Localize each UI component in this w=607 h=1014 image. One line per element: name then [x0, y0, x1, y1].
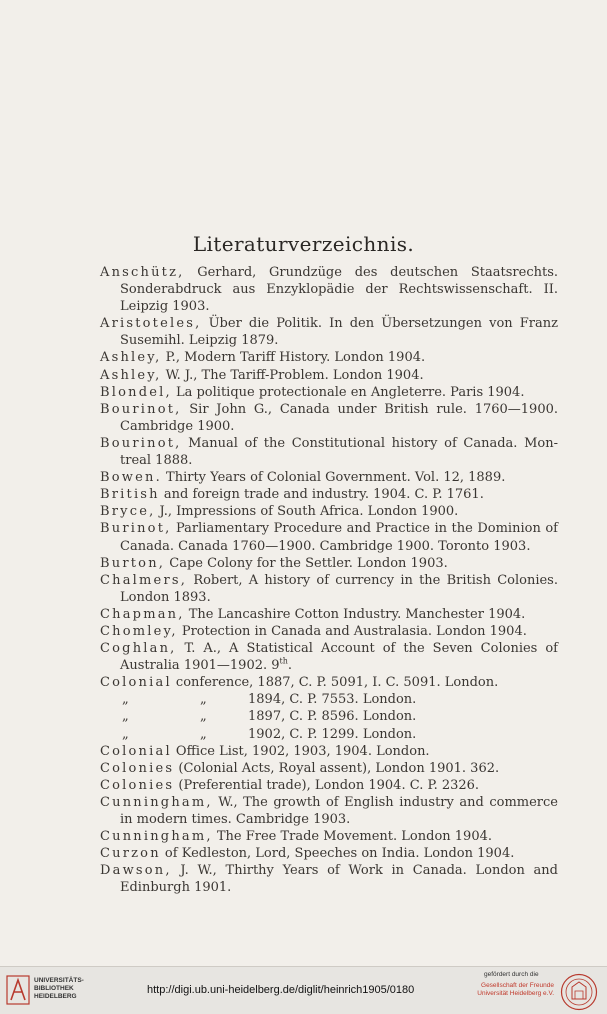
- bibliography-list: [100, 264, 558, 896]
- list-item: [100, 486, 558, 503]
- list-item: [100, 367, 558, 384]
- entry-author: Colonies: [100, 777, 175, 793]
- list-item: [100, 435, 558, 469]
- list-item: [100, 572, 558, 606]
- entry-text: and foreign trade and industry. 1904. C. P. 1761.: [159, 487, 484, 503]
- list-item: [100, 862, 558, 896]
- list-item: [100, 777, 558, 794]
- list-item: [100, 264, 558, 315]
- entry-text: Parliamentary Procedure and Practice in the Dominion of Canada. Canada 1760—1900. Cambridge 1900. Toronto 1903.: [120, 521, 558, 554]
- entry-text: 1894, C. P. 7553. London.: [248, 692, 417, 708]
- list-item: [100, 606, 558, 623]
- entry-text: Über die Politik. In den Übersetzungen von Franz Susemihl. Leipzig 1879.: [120, 316, 558, 349]
- entry-author: Dawson,: [100, 863, 172, 879]
- entry-text: Manual of the Constitutional history of Canada. Montreal 1888.: [120, 435, 558, 469]
- entry-text: P., Modern Tariff History. London 1904.: [161, 350, 426, 366]
- entry-text: J. W., Thirthy Years of Work in Canada. London and Edinburgh 1901.: [120, 863, 558, 896]
- entry-author: Colonies: [100, 760, 175, 776]
- entry-author: Bourinot,: [100, 401, 182, 417]
- entry-author: Curzon: [100, 846, 161, 862]
- entry-text: La politique protectionale en Angleterre. Paris 1904.: [171, 384, 525, 400]
- list-item: [100, 401, 558, 435]
- ditto-mark: „: [122, 709, 129, 725]
- entry-text: 1897, C. P. 8596. London.: [248, 709, 417, 725]
- superscript: th: [279, 656, 288, 666]
- entry-text: The Free Trade Movement. London 1904.: [212, 829, 492, 845]
- entry-author: British: [100, 487, 160, 503]
- entry-text: (Preferential trade), London 1904. C. P. 2326.: [174, 777, 480, 793]
- entry-text: Cape Colony for the Settler. London 1903.: [165, 555, 448, 571]
- entry-text: Sir John G., Canada under British rule. 1760—1900. Cambridge 1900.: [120, 401, 558, 434]
- entry-author: Colonial: [100, 743, 172, 759]
- list-item: [100, 520, 558, 554]
- permalink-url[interactable]: http://digi.ub.uni-heidelberg.de/diglit/heinrich1905/0180: [147, 984, 415, 996]
- entry-text-end: .: [287, 658, 293, 674]
- society-name-line: Gesellschaft der Freunde: [481, 982, 554, 989]
- university-seal-icon: [560, 973, 598, 1011]
- list-item: [100, 674, 558, 691]
- entry-author: Cunningham,: [100, 794, 213, 810]
- entry-text: W., The growth of English industry and commerce in modern times. Cambridge 1903.: [120, 794, 558, 827]
- library-name-line: UNIVERSITÄTS-: [34, 977, 84, 984]
- entry-author: Colonial: [100, 675, 172, 691]
- list-item: [100, 760, 558, 777]
- entry-author: Burinot,: [100, 521, 172, 537]
- list-item: [100, 743, 558, 760]
- entry-author: Bryce,: [100, 504, 156, 520]
- list-item: [100, 623, 558, 640]
- ditto-row: [100, 726, 558, 743]
- entry-text: Gerhard, Grundzüge des deutschen Staatsrechts. Sonderabdruck aus Enzyklopädie der Rechtswissenschaft. II. Leipzig 1903.: [120, 265, 558, 315]
- entry-text: The Lancashire Cotton Industry. Manchester 1904.: [184, 606, 526, 622]
- library-name: [34, 977, 84, 1001]
- entry-author: Aristoteles,: [100, 316, 202, 332]
- list-item: [100, 469, 558, 486]
- footer-bar: [0, 966, 607, 1014]
- entry-text: W. J., The Tariff-Problem. London 1904.: [161, 367, 424, 383]
- entry-author: Cunningham,: [100, 829, 213, 845]
- entry-author: Chomley,: [100, 623, 178, 639]
- entry-text: J., Impressions of South Africa. London 1900.: [155, 504, 459, 520]
- list-item: [100, 828, 558, 845]
- ditto-mark: „: [200, 709, 207, 725]
- library-logo-icon: [6, 975, 30, 1005]
- entry-author: Ashley,: [100, 367, 162, 383]
- entry-author: Ashley,: [100, 350, 162, 366]
- ditto-row: [100, 708, 558, 725]
- entry-author: Chapman,: [100, 606, 185, 622]
- funded-by-label: gefördert durch die: [484, 971, 539, 978]
- library-name-line: BIBLIOTHEK: [34, 985, 74, 992]
- entry-author: Burton,: [100, 555, 166, 571]
- list-item: [100, 640, 558, 674]
- society-name: [470, 982, 554, 998]
- entry-text: conference, 1887, C. P. 5091, I. C. 5091. London.: [171, 675, 499, 691]
- entry-author: Coghlan,: [100, 641, 177, 657]
- ditto-row: [100, 691, 558, 708]
- list-item: [100, 349, 558, 366]
- list-item: [100, 315, 558, 349]
- list-item: [100, 794, 558, 828]
- entry-text: Office List, 1902, 1903, 1904. London.: [171, 743, 430, 759]
- list-item: [100, 384, 558, 401]
- list-item: [100, 555, 558, 572]
- ditto-mark: „: [122, 726, 129, 742]
- ditto-mark: „: [122, 692, 129, 708]
- list-item: [100, 845, 558, 862]
- entry-author: Bowen.: [100, 470, 162, 486]
- society-name-line: Universität Heidelberg e.V.: [477, 990, 554, 997]
- page-title: Literaturverzeichnis.: [192, 232, 415, 256]
- entry-text: Thirty Years of Colonial Government. Vol. 12, 1889.: [161, 470, 506, 486]
- entry-author: Blondel,: [100, 384, 172, 400]
- list-item: [100, 503, 558, 520]
- entry-author: Anschütz,: [100, 265, 185, 280]
- entry-text: of Kedleston, Lord, Speeches on India. London 1904.: [160, 846, 515, 862]
- ditto-mark: „: [200, 726, 207, 742]
- entry-text: T. A., A Statistical Account of the Seven Colonies of Australia 1901—1902. 9: [120, 641, 558, 674]
- entry-text: (Colonial Acts, Royal assent), London 1901. 362.: [174, 760, 500, 776]
- library-name-line: HEIDELBERG: [34, 993, 77, 1000]
- entry-text: 1902, C. P. 1299. London.: [248, 726, 417, 742]
- entry-text: Robert, A history of currency in the British Colonies. London 1893.: [120, 572, 558, 605]
- ditto-mark: „: [200, 692, 207, 708]
- entry-author: Bourinot,: [100, 435, 182, 451]
- entry-author: Chalmers,: [100, 572, 188, 588]
- entry-text: Protection in Canada and Australasia. London 1904.: [177, 623, 527, 639]
